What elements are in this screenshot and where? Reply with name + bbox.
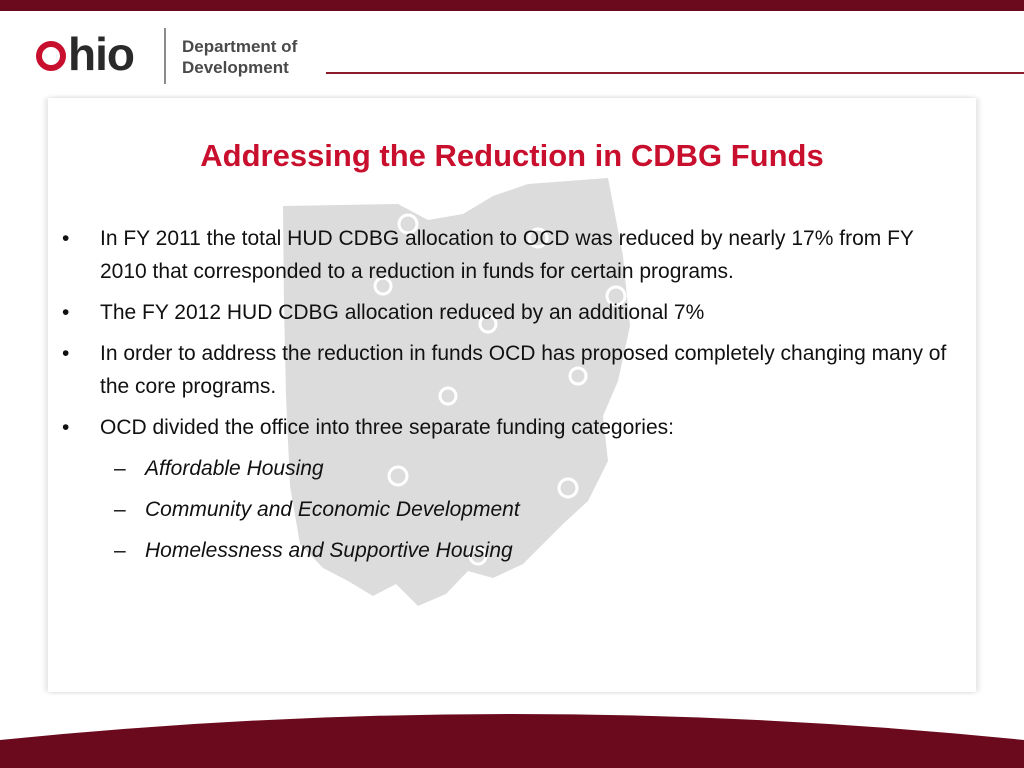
sub-bullet-text: Community and Economic Development: [145, 498, 520, 521]
logo-divider: [164, 28, 166, 84]
department-name: [182, 36, 297, 78]
sub-bullet-item: [60, 452, 960, 485]
ohio-development-logo: [36, 24, 336, 86]
sub-bullet-item: [60, 493, 960, 526]
sub-bullet-item: [60, 534, 960, 567]
ohio-logo-wordmark: hio: [36, 32, 134, 76]
bullet-text: In order to address the reduction in funds OCD has proposed completely changing many of the core programs.: [100, 342, 947, 398]
bullet-item: [60, 296, 960, 329]
bullet-text: The FY 2012 HUD CDBG allocation reduced by an additional 7%: [100, 301, 705, 324]
header-rule: [326, 72, 1024, 74]
bullet-text: In FY 2011 the total HUD CDBG allocation to OCD was reduced by nearly 17% from FY 2010 that corresponded to a reduction in funds for certain programs.: [100, 227, 914, 283]
bullet-item: [60, 222, 960, 288]
bullet-mark: •: [62, 342, 70, 365]
sub-bullet-mark: –: [114, 498, 126, 521]
bullet-item: [60, 337, 960, 403]
bullet-mark: •: [62, 227, 70, 250]
bullet-text: OCD divided the office into three separate funding categories:: [100, 416, 674, 439]
department-line-2: Development: [182, 58, 289, 77]
sub-bullet-text: Homelessness and Supportive Housing: [145, 539, 513, 562]
bullet-mark: •: [62, 301, 70, 324]
top-accent-bar: [0, 0, 1024, 11]
footer-maroon-swoosh: [0, 700, 1024, 768]
bullet-item: [60, 411, 960, 444]
department-line-1: Department of: [182, 37, 298, 56]
ohio-logo-o-ring-icon: [36, 41, 66, 71]
sub-bullet-mark: –: [114, 539, 126, 562]
slide-title: Addressing the Reduction in CDBG Funds: [200, 138, 824, 173]
bullet-mark: •: [62, 416, 70, 439]
bullet-list: [60, 222, 960, 575]
sub-bullet-text: Affordable Housing: [145, 457, 324, 480]
sub-bullet-mark: –: [114, 457, 126, 480]
